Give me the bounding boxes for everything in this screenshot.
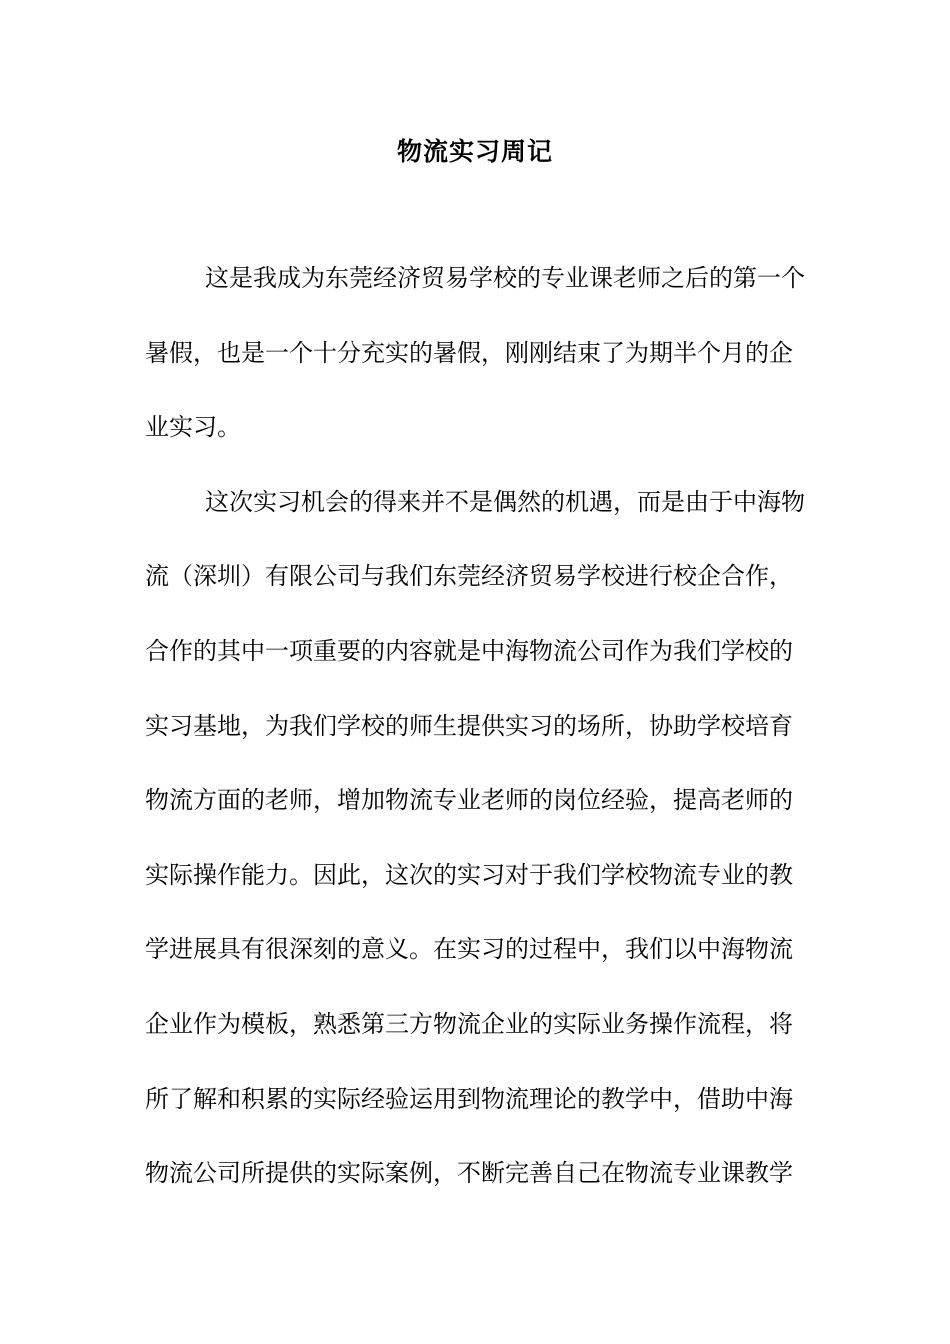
paragraph-2-line-8: 企业作为模板，熟悉第三方物流企业的实际业务操作流程，将 bbox=[145, 1009, 793, 1038]
paragraph-1-line-1: 这是我成为东莞经济贸易学校的专业课老师之后的第一个 bbox=[205, 264, 805, 292]
paragraph-1-line-3: 业实习。 bbox=[145, 413, 241, 442]
paragraph-2-line-5: 物流方面的老师，增加物流专业老师的岗位经验，提高老师的 bbox=[145, 786, 793, 815]
paragraph-2-line-4: 实习基地，为我们学校的师生提供实习的场所，协助学校培育 bbox=[145, 711, 793, 740]
paragraph-2-line-2: 流（深圳）有限公司与我们东莞经济贸易学校进行校企合作， bbox=[145, 562, 793, 591]
paragraph-2-line-1: 这次实习机会的得来并不是偶然的机遇，而是由于中海物 bbox=[205, 487, 805, 516]
document-body bbox=[145, 257, 810, 1227]
paragraph-2-line-6: 实际操作能力。因此，这次的实习对于我们学校物流专业的教 bbox=[145, 860, 793, 889]
paragraph-2-line-9: 所了解和积累的实际经验运用到物流理论的教学中，借助中海 bbox=[145, 1084, 793, 1113]
document-title: 物流实习周记 bbox=[396, 137, 553, 166]
paragraph-1-line-2: 暑假，也是一个十分充实的暑假，刚刚结束了为期半个月的企 bbox=[145, 338, 793, 367]
paragraph-2-line-10: 物流公司所提供的实际案例，不断完善自己在物流专业课教学 bbox=[145, 1159, 793, 1188]
paragraph-2-line-3: 合作的其中一项重要的内容就是中海物流公司作为我们学校的 bbox=[145, 636, 793, 665]
paragraph-2-line-7: 学进展具有很深刻的意义。在实习的过程中，我们以中海物流 bbox=[145, 935, 793, 964]
